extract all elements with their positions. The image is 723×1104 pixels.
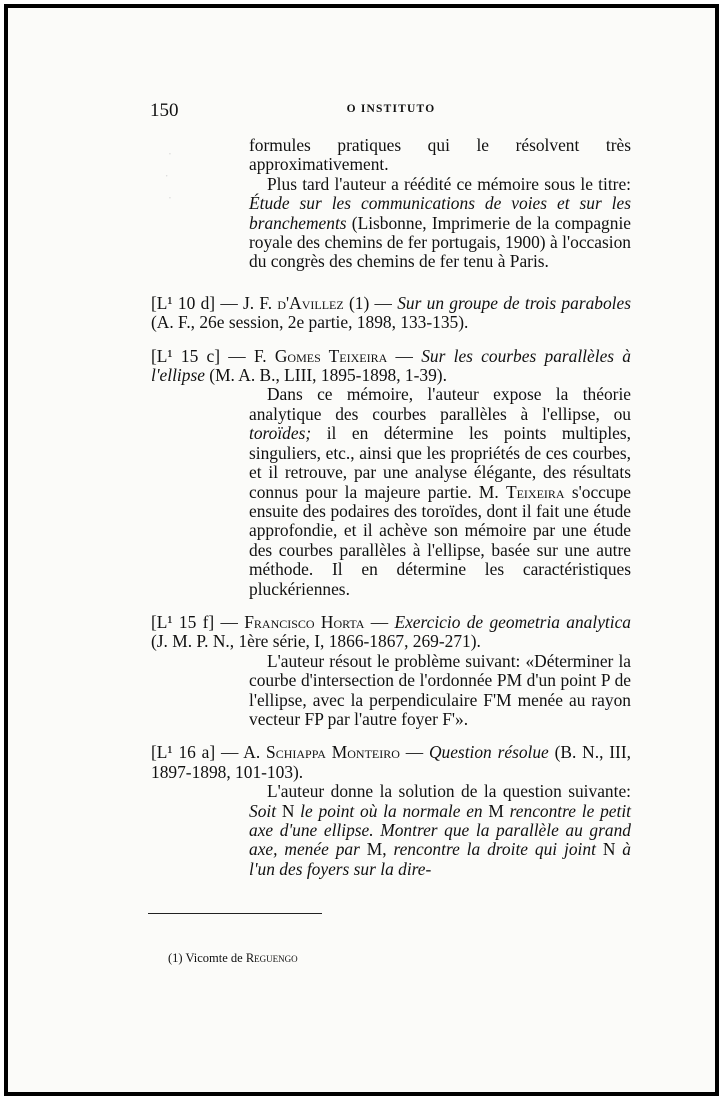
show-through-left: · · · — [164, 146, 173, 205]
entry-title: Question résolue — [428, 742, 549, 763]
footnote: (1) Vicomte de Reguengo — [168, 950, 298, 965]
bibliography-entry — [151, 613, 631, 729]
intro-title: Étude sur les communications de voies et sur les branchements — [249, 193, 631, 233]
intro-continuation: formules pratiques qui le résolvent très approximativement. — [249, 135, 631, 175]
page-header — [150, 100, 632, 122]
footnote-separator — [148, 913, 322, 914]
classification-code: [L¹ 15 f] — [151, 611, 215, 632]
main-text — [151, 136, 631, 879]
entry-summary: L'auteur donne la solution de la question suivante: Soit N le point où la normale en M rencontre le petit axe d'une ellipse. Montrer que la parallèle au grand axe, menée par M, rencontre la droite qui joint N à l'un des foyers sur la dire- — [249, 781, 631, 879]
bibliography-entry — [151, 347, 631, 599]
footnote-name: Reguengo — [245, 950, 298, 965]
entry-citation: (B. N., III, 1897-1898, 101-103). — [151, 742, 631, 782]
footnote-mark: (1) — [168, 950, 183, 965]
entry-heading: [L¹ 10 d] — J. F. d'Avillez (1) — Sur un groupe de trois paraboles (A. F., 26e session, 2e partie, 1898, 133-135). — [151, 292, 631, 333]
entry-citation: (A. F., 26e session, 2e partie, 1898, 133-135). — [151, 312, 469, 333]
classification-code: [L¹ 10 d] — [151, 292, 216, 313]
page-number: 150 — [150, 100, 179, 121]
entry-citation: (J. M. P. N., 1ère série, I, 1866-1867, 269-271). — [151, 631, 481, 652]
entry-author: Gomes Teixeira — [274, 345, 388, 366]
entry-title: Sur un groupe de trois paraboles — [397, 292, 631, 313]
entry-citation: (M. A. B., LIII, 1895-1898, 1-39). — [204, 365, 447, 386]
entry-heading: [L¹ 15 f] — Francisco Horta — Exercicio de geometria analytica (J. M. P. N., 1ère série, I, 1866-1867, 269-271). — [151, 611, 631, 652]
entry-title: Sur les courbes parallèles à l'ellipse — [151, 345, 631, 386]
entry-heading: [L¹ 16 a] — A. Schiappa Monteiro — Question résolue (B. N., III, 1897-1898, 101-103). — [151, 742, 631, 782]
running-title: O INSTITUTO — [346, 103, 436, 115]
entry-heading: [L¹ 15 c] — F. Gomes Teixeira — Sur les courbes parallèles à l'ellipse (M. A. B., LIII, 1895-1898, 1-39). — [151, 345, 631, 386]
entry-summary: Dans ce mémoire, l'auteur expose la théorie analytique des courbes parallèles à l'ellipse, ou toroïdes; il en détermine les points multiples, singuliers, etc., ainsi que les propriétés de ces courbes, et il retrouve, par une analyse élégante, des résultats connus pour la majeure partie. M. Teixeira s'occupe ensuite des podaires des toroïdes, dont il fait une étude approfondie, et il achève son mémoire par une étude des courbes parallèles à l'ellipse, basée sur une autre méthode. Il en détermine les caractéristiques pluckériennes. — [249, 384, 631, 599]
entry-author: d'Avillez — [277, 292, 344, 313]
entry-title: Exercicio de geometria analytica — [394, 611, 631, 632]
footnote-reference: (1) — [343, 292, 370, 313]
document-page — [4, 4, 719, 1096]
intro-paragraph: Plus tard l'auteur a réédité ce mémoire sous le titre: Étude sur les communications de voies et sur les branchements (Lisbonne, Imprimerie de la compagnie royale des chemins de fer portugais, 1900) à l'occasion du congrès des chemins de fer tenu à Paris. — [249, 173, 631, 272]
classification-code: [L¹ 15 c] — [151, 345, 221, 366]
entry-summary: L'auteur résout le problème suivant: «Déterminer la courbe d'intersection de l'ordonnée PM d'un point P de l'ellipse, avec la perpendiculaire F'M menée au rayon vecteur FP par l'autre foyer F'». — [249, 650, 631, 729]
intro-block — [151, 136, 631, 272]
entry-author: Schiappa Monteiro — [266, 742, 400, 763]
bibliography-entry — [151, 743, 631, 879]
entry-author: Francisco Horta — [244, 611, 365, 632]
bibliography-entry — [151, 294, 631, 333]
classification-code: [L¹ 16 a] — [151, 742, 216, 763]
